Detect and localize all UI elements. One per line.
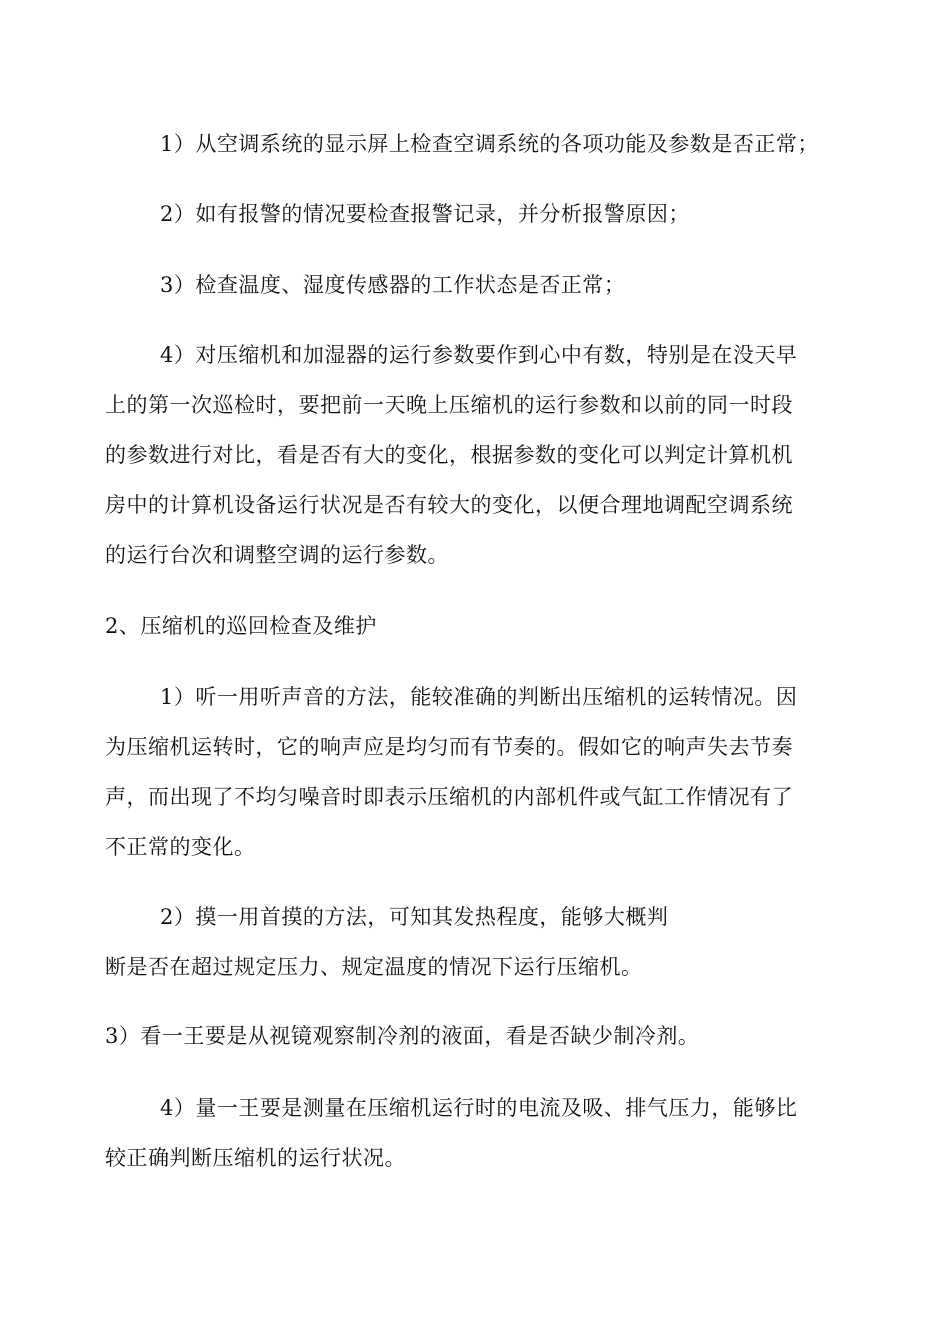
paragraph-4-line-3: 的参数进行对比，看是否有大的变化，根据参数的变化可以判定计算机机	[105, 443, 793, 467]
paragraph-6-line-4: 不正常的变化。	[105, 835, 256, 859]
paragraph-4-line-1: 4）对压缩机和加湿器的运行参数要作到心中有数，特别是在没天早	[160, 343, 798, 367]
paragraph-9-line-1: 4）量一王要是测量在压缩机运行时的电流及吸、排气压力，能够比	[160, 1096, 798, 1120]
paragraph-2-line-1: 2）如有报警的情况要检查报警记录，并分析报警原因；	[160, 202, 690, 226]
paragraph-6-line-2: 为压缩机运转时，它的响声应是均匀而有节奏的。假如它的响声失去节奏	[105, 735, 793, 759]
section-heading: 2、压缩机的巡回检查及维护	[105, 614, 377, 638]
paragraph-6-line-3: 声，而出现了不均匀噪音时即表示压缩机的内部机件或气缸工作情况有了	[105, 785, 793, 809]
paragraph-8-line-1: 3）看一王要是从视镜观察制冷剂的液面，看是否缺少制冷剂。	[105, 1024, 700, 1048]
paragraph-1-line-1: 1）从空调系统的显示屏上检查空调系统的各项功能及参数是否正常；	[160, 132, 819, 156]
paragraph-3-line-1: 3）检查温度、湿度传感器的工作状态是否正常；	[160, 273, 626, 297]
paragraph-4-line-2: 上的第一次巡检时，要把前一天晚上压缩机的运行参数和以前的同一时段	[105, 393, 793, 417]
paragraph-4-line-4: 房中的计算机设备运行状况是否有较大的变化，以便合理地调配空调系统	[105, 493, 793, 517]
paragraph-9-line-2: 较正确判断压缩机的运行状况。	[105, 1146, 406, 1170]
paragraph-7-line-2: 断是否在超过规定压力、规定温度的情况下运行压缩机。	[105, 955, 643, 979]
paragraph-7-line-1: 2）摸一用首摸的方法，可知其发热程度，能够大概判	[160, 905, 669, 929]
paragraph-4-line-5: 的运行台次和调整空调的运行参数。	[105, 543, 449, 567]
paragraph-6-line-1: 1）听一用听声音的方法，能较准确的判断出压缩机的运转情况。因	[160, 685, 798, 709]
